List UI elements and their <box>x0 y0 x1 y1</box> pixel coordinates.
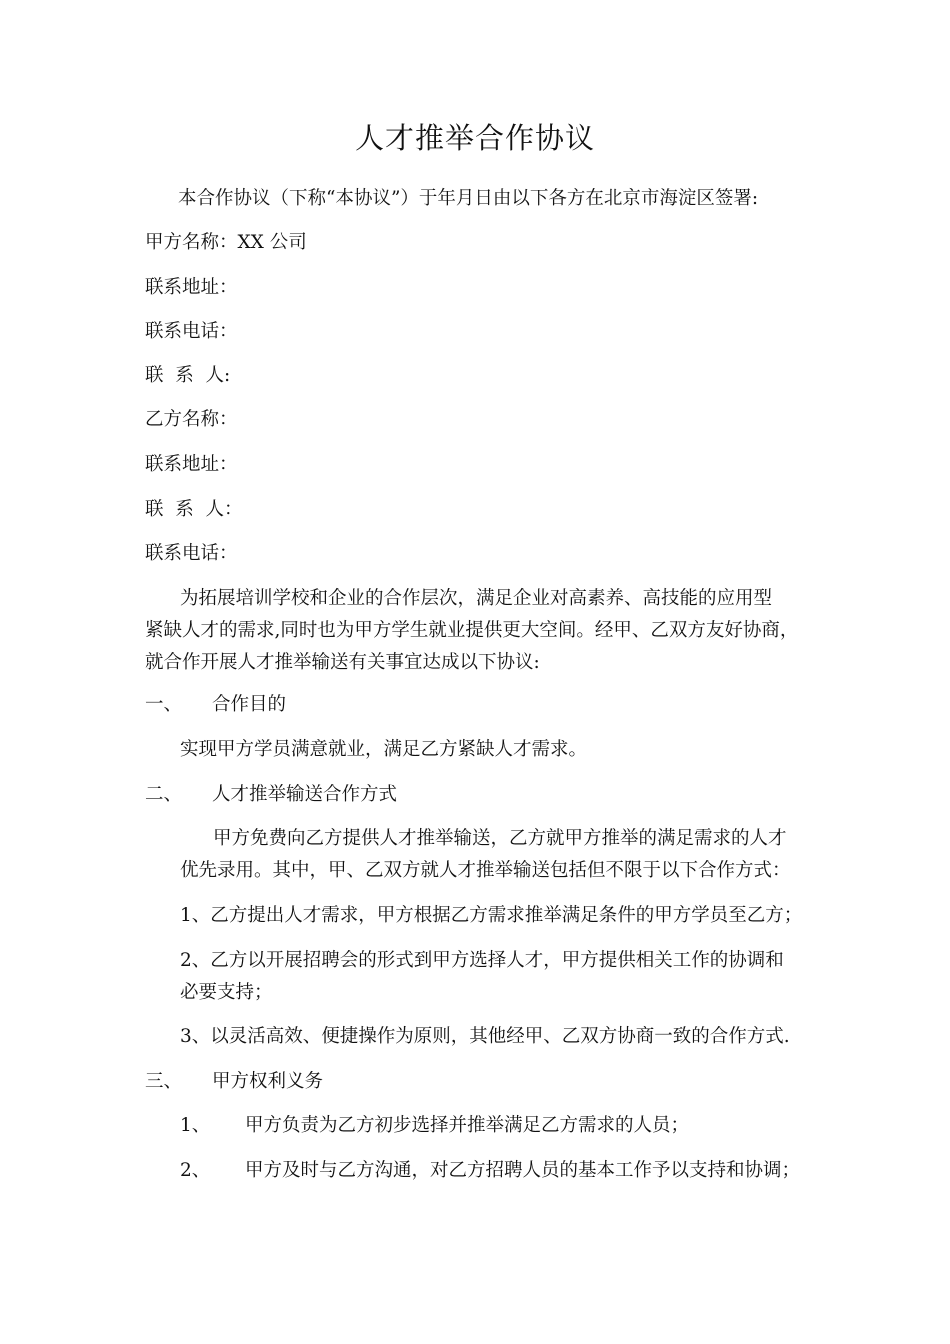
section-2-intro-line-1: 甲方免费向乙方提供人才推举输送，乙方就甲方推举的满足需求的人才 <box>213 828 787 849</box>
section-1-heading: 合作目的 <box>212 694 287 715</box>
section-2-item-1: 1、乙方提出人才需求，甲方根据乙方需求推举满足条件的甲方学员至乙方； <box>180 905 803 926</box>
section-2-item-2-line-2: 必要支持； <box>180 982 273 1003</box>
section-2-intro <box>180 823 791 887</box>
section-2-item-2-line-1: 2、乙方以开展招聘会的形式到甲方选择人才，甲方提供相关工作的协调和 <box>180 950 784 971</box>
preamble-paragraph <box>145 583 798 679</box>
party-a-phone: 联系电话： <box>145 321 238 342</box>
section-2-item-2 <box>180 945 784 1009</box>
preamble-line-1: 为拓展培训学校和企业的合作层次，满足企业对高素养、高技能的应用型 <box>180 588 773 609</box>
party-a-address: 联系地址： <box>145 277 238 298</box>
party-a-name: 甲方名称：XX 公司 <box>145 232 307 253</box>
section-2-intro-line-2: 优先录用。其中，甲、乙双方就人才推举输送包括但不限于以下合作方式： <box>180 860 791 881</box>
section-2-number: 二、 <box>145 784 183 805</box>
section-1-body: 实现甲方学员满意就业，满足乙方紧缺人才需求。 <box>180 739 588 760</box>
section-3-item-2-text: 甲方及时与乙方沟通，对乙方招聘人员的基本工作予以支持和协调； <box>245 1160 801 1181</box>
document-title: 人才推举合作协议 <box>354 121 595 155</box>
intro-paragraph: 本合作协议（下称“本协议”）于年月日由以下各方在北京市海淀区签署: <box>178 188 759 209</box>
section-2-heading: 人才推举输送合作方式 <box>212 784 398 805</box>
section-2-item-3: 3、以灵活高效、便捷操作为原则，其他经甲、乙双方协商一致的合作方式. <box>180 1026 790 1047</box>
party-a-contact: 联 系 人: <box>145 365 231 386</box>
section-1-number: 一、 <box>145 694 183 715</box>
preamble-line-3: 就合作开展人才推举输送有关事宜达成以下协议: <box>145 652 540 673</box>
section-3-item-1-text: 甲方负责为乙方初步选择并推举满足乙方需求的人员； <box>245 1115 690 1136</box>
preamble-line-2: 紧缺人才的需求,同时也为甲方学生就业提供更大空间。经甲、乙双方友好协商， <box>145 620 799 641</box>
party-b-contact: 联 系 人： <box>145 499 243 520</box>
party-b-phone: 联系电话： <box>145 543 238 564</box>
party-b-address: 联系地址： <box>145 454 238 475</box>
section-3-number: 三、 <box>145 1071 183 1092</box>
section-3-heading: 甲方权利义务 <box>212 1071 324 1092</box>
section-3-item-2-number: 2、 <box>180 1160 211 1181</box>
section-3-item-1-number: 1、 <box>180 1115 211 1136</box>
party-b-name: 乙方名称： <box>145 409 238 430</box>
